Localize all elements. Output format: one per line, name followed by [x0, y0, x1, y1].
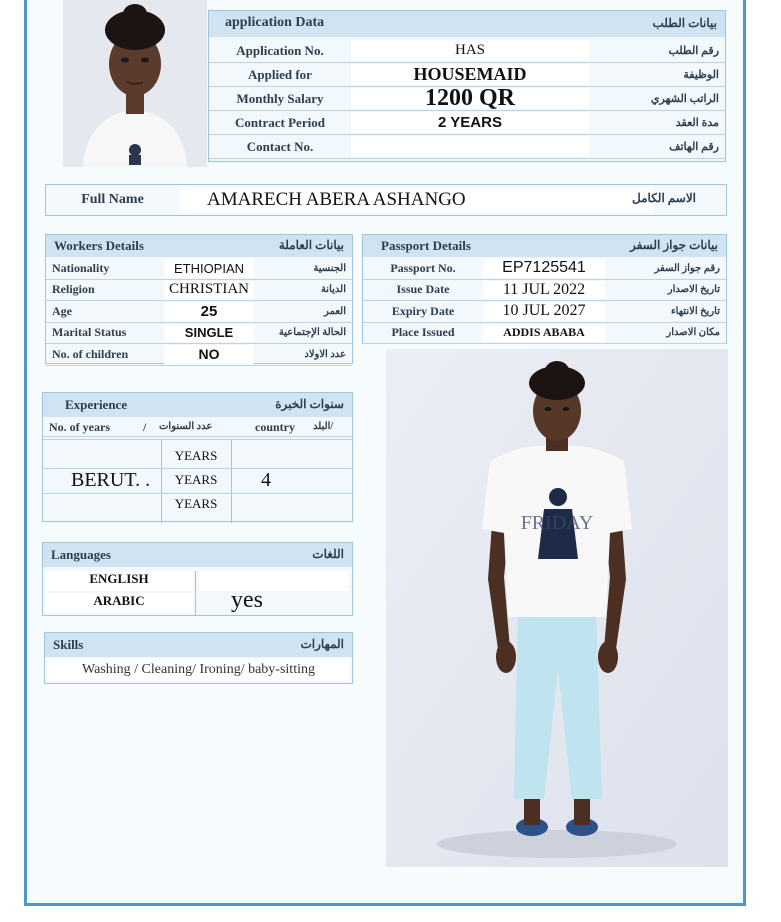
- skills-value: Washing / Cleaning/ Ironing/ baby-sitting: [47, 659, 350, 681]
- passport-value: ADDIS ABABA: [483, 324, 605, 343]
- languages-title-ar: اللغات: [312, 547, 344, 561]
- application-value: 2 YEARS: [351, 112, 589, 133]
- full-name-value: AMARECH ABERA ASHANGO: [179, 187, 654, 213]
- application-label: Application No.: [236, 42, 324, 58]
- application-label-ar: رقم الهاتف: [669, 141, 719, 153]
- experience-title: Experience: [65, 397, 128, 412]
- passport-details-title-ar: بيانات جواز السفر: [629, 238, 718, 252]
- passport-label-ar: تاريخ الانتهاء: [670, 305, 720, 317]
- worker-label: Religion: [52, 282, 95, 297]
- application-row: [209, 87, 725, 111]
- worker-row: [46, 301, 352, 323]
- worker-row: [46, 258, 352, 280]
- passport-label: Place Issued: [391, 325, 455, 340]
- workers-details-table: [45, 234, 353, 364]
- exp-years-label-3: YEARS: [174, 496, 218, 511]
- languages-title: Languages: [51, 547, 111, 562]
- exp-col-country: country: [255, 420, 295, 434]
- application-label-ar: رقم الطلب: [668, 45, 719, 57]
- application-label: Contact No.: [246, 138, 314, 154]
- application-label: Monthly Salary: [236, 90, 324, 106]
- worker-label-ar: الجنسية: [313, 262, 346, 274]
- passport-label-ar: مكان الاصدار: [666, 327, 720, 339]
- full-name-label: Full Name: [81, 192, 144, 207]
- exp-country-value: BERUT. .: [71, 469, 151, 491]
- passport-details-title: Passport Details: [381, 238, 471, 253]
- exp-col-years: No. of years: [49, 420, 110, 434]
- worker-label: Nationality: [52, 260, 110, 275]
- languages-table: [42, 542, 353, 616]
- exp-col-country-ar: /البلد: [313, 421, 334, 432]
- passport-label: Issue Date: [396, 282, 450, 297]
- worker-label-ar: عدد الاولاد: [304, 348, 346, 360]
- application-data-title-ar: بيانات الطلب: [652, 16, 717, 30]
- worker-label-ar: الديانة: [320, 284, 346, 296]
- passport-row: [363, 280, 726, 302]
- exp-col-years-ar: عدد السنوات: [159, 421, 213, 432]
- worker-value: NO: [164, 345, 254, 364]
- skills-title: Skills: [53, 637, 84, 652]
- worker-row: [46, 280, 352, 302]
- language-arabic: ARABIC: [45, 593, 193, 613]
- worker-label: Marital Status: [52, 325, 127, 340]
- application-value: HOUSEMAID: [351, 64, 589, 85]
- exp-years-label-2: YEARS: [174, 472, 218, 487]
- experience-table: [42, 392, 353, 522]
- worker-value: SINGLE: [164, 324, 254, 343]
- application-row: [209, 111, 725, 135]
- application-value: HAS: [351, 40, 589, 61]
- passport-value: 10 JUL 2027: [483, 302, 605, 321]
- passport-details-table: [362, 234, 727, 344]
- full-name-label-ar: الاسم الكامل: [631, 191, 696, 205]
- application-data-header: [209, 11, 725, 37]
- worker-value: ETHIOPIAN: [164, 259, 254, 278]
- worker-label-ar: العمر: [324, 305, 346, 317]
- language-english-value: [199, 571, 349, 591]
- language-english: ENGLISH: [45, 571, 193, 591]
- application-value: [351, 136, 589, 157]
- workers-details-title: Workers Details: [54, 238, 144, 253]
- application-data-table: [208, 10, 726, 162]
- application-value: 1200 QR: [351, 88, 589, 109]
- application-label: Contract Period: [235, 114, 325, 130]
- worker-label: Age: [52, 303, 72, 318]
- portrait-photo: [63, 0, 207, 167]
- passport-label: Expiry Date: [391, 303, 455, 318]
- application-label-ar: الراتب الشهري: [650, 93, 719, 105]
- passport-label: Passport No.: [390, 260, 456, 275]
- application-label: Applied for: [248, 66, 312, 82]
- worker-value: CHRISTIAN: [164, 281, 254, 300]
- skills-title-ar: المهارات: [300, 637, 344, 651]
- worker-row: [46, 344, 352, 366]
- passport-label-ar: تاريخ الاصدار: [667, 284, 720, 296]
- svg-text:FRIDAY: FRIDAY: [520, 512, 594, 534]
- exp-years-label-1: YEARS: [174, 448, 218, 463]
- application-data-title: application Data: [225, 15, 325, 30]
- skills-table: [44, 632, 353, 684]
- application-label-ar: الوظيفة: [683, 69, 719, 81]
- full-name-row: [45, 184, 727, 216]
- passport-value: 11 JUL 2022: [483, 281, 605, 300]
- language-arabic-value: yes: [231, 587, 263, 613]
- worker-row: [46, 323, 352, 345]
- exp-years-value: 4: [261, 469, 271, 491]
- workers-details-title-ar: بيانات العاملة: [278, 238, 344, 252]
- full-body-photo: [386, 349, 728, 867]
- passport-row: [363, 258, 726, 280]
- passport-row: [363, 301, 726, 323]
- exp-col-sep: /: [143, 420, 147, 434]
- passport-label-ar: رقم جواز السفر: [654, 262, 720, 274]
- passport-row: [363, 323, 726, 345]
- application-row: [209, 135, 725, 159]
- application-row: [209, 63, 725, 87]
- application-row: [209, 39, 725, 63]
- application-label-ar: مدة العقد: [675, 117, 719, 129]
- worker-value: 25: [164, 302, 254, 321]
- experience-title-ar: سنوات الخبرة: [275, 397, 344, 411]
- passport-value: EP7125541: [483, 259, 605, 278]
- worker-label-ar: الحالة الإجتماعية: [278, 327, 346, 339]
- worker-label: No. of children: [52, 346, 129, 361]
